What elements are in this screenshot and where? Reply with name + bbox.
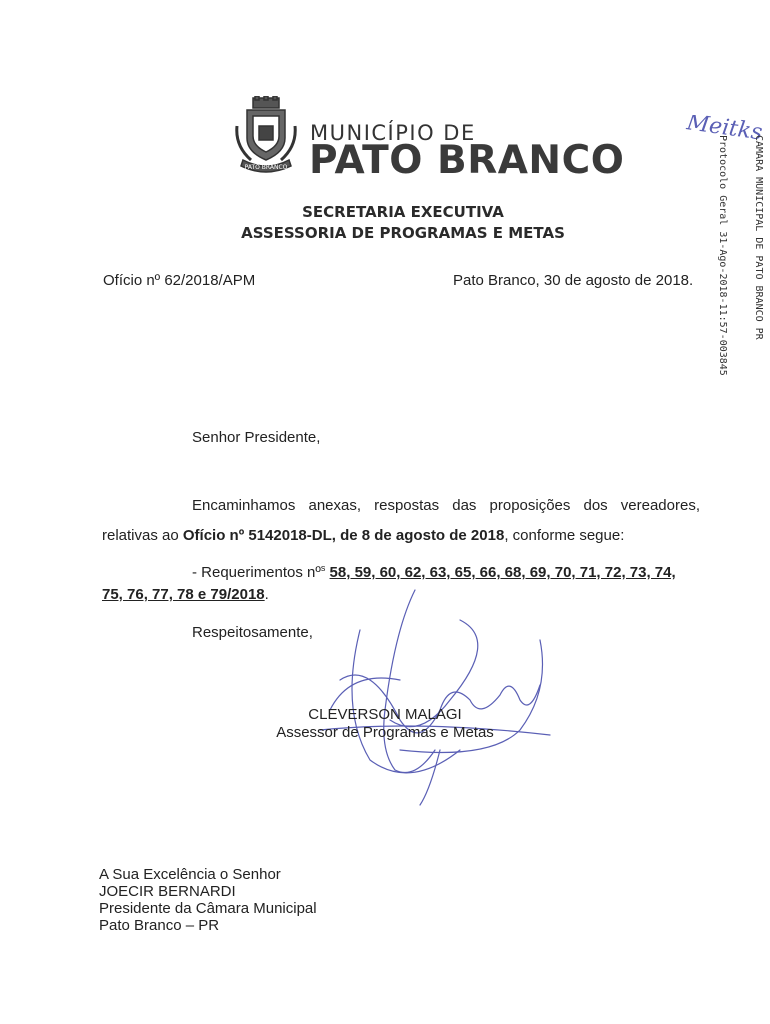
- body-text-1: Encaminhamos anexas, respostas das proposições dos vereadores, relativas ao: [102, 497, 700, 544]
- closing: Respeitosamente,: [192, 624, 313, 641]
- body-paragraph: [102, 491, 700, 551]
- req-numbers: 58, 59, 60, 62, 63, 65, 66, 68, 69, 70, 71, 72, 73, 74, 75, 76, 77, 78 e 79/2018: [102, 564, 676, 603]
- handwritten-signature: [300, 580, 560, 810]
- addressee-title: Presidente da Câmara Municipal: [99, 900, 317, 917]
- department-line-1: SECRETARIA EXECUTIVA: [302, 203, 504, 221]
- body-office-reference: Ofício nº 5142018-DL, de 8 de agosto de 2018: [182, 527, 505, 544]
- signer-block: [0, 706, 770, 742]
- req-superscript: s: [320, 563, 326, 573]
- req-suffix: .: [264, 586, 269, 603]
- salutation: Senhor Presidente,: [192, 429, 321, 446]
- req-prefix: - Requerimentos nº: [192, 564, 321, 581]
- addressee-block: [99, 866, 317, 934]
- seal-banner-text: PATO BRANCO: [244, 164, 288, 171]
- addressee-name: JOECIR BERNARDI: [99, 883, 236, 900]
- stamp-line-1: CAMARA MUNICIPAL DE PATO BRANCO PR: [753, 135, 764, 340]
- stamp-line-2: Protocolo Geral 31-Ago-2018-11:57-003845-1/2: [717, 135, 728, 375]
- document-reference: Ofício nº 62/2018/APM: [103, 272, 256, 289]
- stamp-handwriting: Meitks: [685, 115, 764, 146]
- addressee-city: Pato Branco – PR: [99, 917, 220, 934]
- municipality-label: MUNICÍPIO DE: [310, 121, 476, 145]
- signer-title: Assessor de Programas e Metas: [276, 724, 494, 741]
- protocol-stamp: [676, 115, 766, 375]
- body-text-2: , conforme segue:: [504, 527, 625, 544]
- place-and-date: Pato Branco, 30 de agosto de 2018.: [453, 272, 694, 289]
- city-name-logo-text: PATO BRANCO: [309, 138, 625, 183]
- signer-name: CLEVERSON MALAGI: [308, 706, 462, 723]
- department-line-2: ASSESSORIA DE PROGRAMAS E METAS: [241, 224, 565, 242]
- addressee-line-1: A Sua Excelência o Senhor: [99, 866, 281, 883]
- municipal-crest-logo: [233, 96, 299, 176]
